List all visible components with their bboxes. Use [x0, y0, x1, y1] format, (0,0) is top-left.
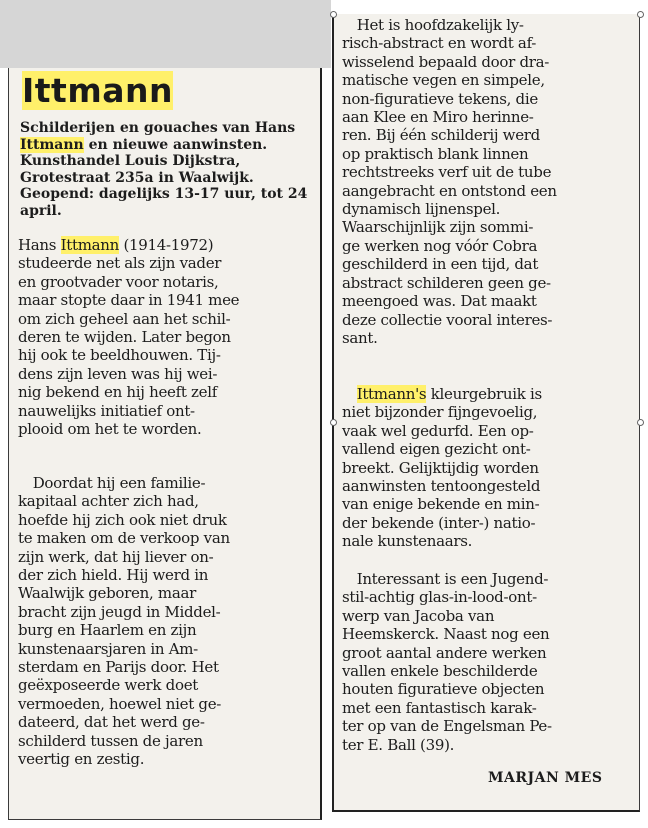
corner-dot: [637, 11, 644, 18]
text-line: nig bekend en hij heeft zelf: [18, 383, 217, 402]
text-line: van enige bekende en min-: [342, 495, 540, 514]
text-line: geëxposeerde werk doet: [18, 676, 198, 695]
paragraph-right-1: [342, 16, 628, 347]
text-line: Hans Ittmann (1914-1972): [18, 236, 214, 254]
text-line: om zich geheel aan het schil-: [18, 309, 231, 328]
text-line: meengoed was. Dat maakt: [342, 292, 537, 311]
text-line: Interessant is een Jugend-: [342, 570, 549, 588]
text-line: der zich hield. Hij werd in: [18, 566, 209, 585]
text-line: hij ook te beeldhouwen. Tij-: [18, 346, 221, 365]
text-line: ren. Bij één schilderij werd: [342, 126, 540, 145]
text-line: Doordat hij een familie-: [18, 474, 206, 492]
text-line: op praktisch blank linnen: [342, 144, 529, 163]
highlighted-name: Ittmann: [60, 236, 120, 254]
text-line: niet bijzonder fijngevoelig,: [342, 403, 538, 422]
text-line: zijn werk, dat hij liever on-: [18, 547, 214, 566]
text-line: risch-abstract en wordt af-: [342, 34, 537, 53]
text-line: ge werken nog vóór Cobra: [342, 236, 538, 255]
text-line: ter op van de Engelsman Pe-: [342, 717, 552, 736]
author-byline: MARJAN MES: [488, 770, 603, 786]
text-line: werp van Jacoba van: [342, 606, 495, 625]
paragraph-left-1: [18, 236, 314, 438]
text-line: dynamisch lijnenspel.: [342, 200, 501, 219]
text-line: maar stopte daar in 1941 mee: [18, 291, 240, 310]
paragraph-right-2: [342, 385, 628, 551]
text-line: houten figuratieve objecten: [342, 680, 545, 699]
corner-dot: [637, 419, 644, 426]
text-line: burg en Haarlem en zijn: [18, 621, 197, 640]
text-line: vermoeden, hoewel niet ge-: [18, 694, 222, 713]
paragraph-left-2: [18, 474, 314, 769]
text-line: deze collectie vooral interes-: [342, 310, 553, 329]
text-line: hoefde hij zich ook niet druk: [18, 510, 227, 529]
text-line: plooid om het te worden.: [18, 420, 202, 439]
text-line: Het is hoofdzakelijk ly-: [342, 16, 524, 34]
text-line: dens zijn leven was hij wei-: [18, 364, 218, 383]
text-line: aanwinsten tentoongesteld: [342, 477, 541, 496]
text-line: rechtstreeks verf uit de tube: [342, 163, 552, 182]
text-line: kapitaal achter zich had,: [18, 492, 199, 511]
text-line: Heemskerck. Naast nog een: [342, 625, 550, 644]
highlighted-name: Ittmann's: [356, 385, 427, 403]
text-line: stil-achtig glas-in-lood-ont-: [342, 588, 537, 607]
top-grey-bar: [0, 0, 331, 68]
text-line: kunstenaarsjaren in Am-: [18, 639, 198, 658]
text-line: veertig en zestig.: [18, 750, 145, 769]
text-line: met een fantastisch karak-: [342, 698, 537, 717]
text-line: Waarschijnlijk zijn sommi-: [342, 218, 534, 237]
text-line: der bekende (inter-) natio-: [342, 513, 536, 532]
text-line: breekt. Gelijktijdig worden: [342, 458, 539, 477]
text-line: deren te wijden. Later begon: [18, 328, 231, 347]
text-line: vaak wel gedurfd. Een op-: [342, 421, 534, 440]
text-line: aan Klee en Miro herinne-: [342, 108, 534, 127]
text-line: matische vegen en simpele,: [342, 71, 545, 90]
text-line: aangebracht en ontstond een: [342, 181, 557, 200]
corner-dot: [330, 11, 337, 18]
text-line: geschilderd in een tijd, dat: [342, 255, 539, 274]
text-line: Ittmann's kleurgebruik is: [356, 385, 542, 403]
text-line: non-figuratieve tekens, die: [342, 89, 538, 108]
text-line: wisselend bepaald door dra-: [342, 52, 550, 71]
text-line: schilderd tussen de jaren: [18, 731, 203, 750]
text-line: sant.: [342, 328, 378, 347]
text-line: Waalwijk geboren, maar: [18, 584, 196, 603]
highlighted-name: Ittmann: [20, 136, 84, 153]
article-lead: Schilderijen en gouaches van Hans Ittmann en nieuwe aanwinsten. Kunsthandel Louis Dijkstra, Grotestraat 235a in Waalwijk. Geopend: dagelijks 13-17 uur, tot 24 april.: [20, 120, 308, 219]
text-line: vallen enkele beschilderde: [342, 662, 538, 681]
text-line: en grootvader voor notaris,: [18, 272, 219, 291]
text-line: dateerd, dat het werd ge-: [18, 713, 205, 732]
text-line: nauwelijks initiatief ont-: [18, 401, 195, 420]
text-line: vallend eigen gezicht ont-: [342, 440, 531, 459]
text-line: sterdam en Parijs door. Het: [18, 658, 219, 677]
text-line: groot aantal andere werken: [342, 643, 547, 662]
text-line: ter E. Ball (39).: [342, 735, 455, 754]
paragraph-right-3: [342, 570, 628, 754]
text-line: abstract schilderen geen ge-: [342, 273, 551, 292]
text-line: bracht zijn jeugd in Middel-: [18, 602, 221, 621]
corner-dot: [330, 419, 337, 426]
text-line: nale kunstenaars.: [342, 532, 473, 551]
text-line: te maken om de verkoop van: [18, 529, 230, 548]
article-headline: Ittmann: [22, 71, 173, 110]
text-line: studeerde net als zijn vader: [18, 254, 222, 273]
